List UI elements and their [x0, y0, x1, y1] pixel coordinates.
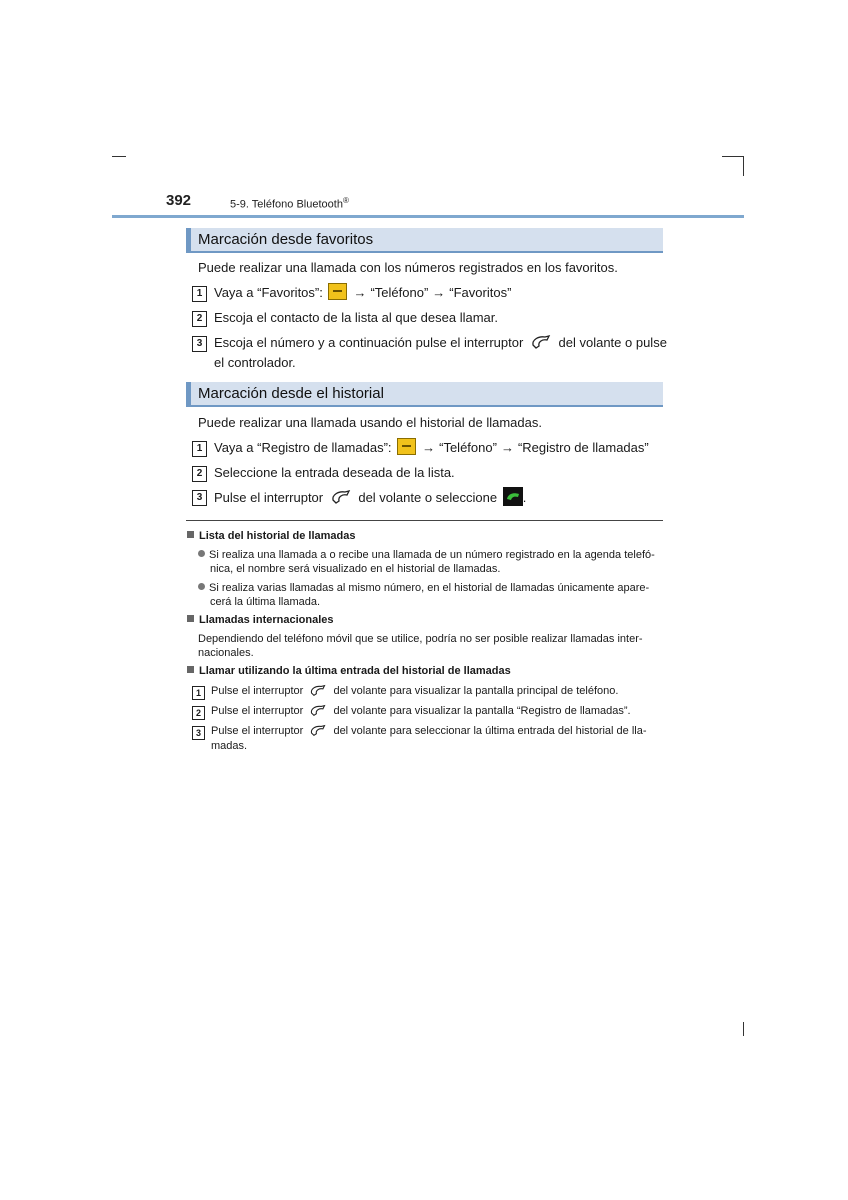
arrow-icon: → [353, 285, 367, 300]
step-text: Seleccione la entrada deseada de la lista. [214, 465, 455, 480]
step-text-part: Escoja el número y a continuación pulse el interruptor [214, 335, 527, 350]
step-text-continued: el controlador. [214, 355, 296, 370]
page-number: 392 [166, 192, 192, 209]
note-step [211, 704, 631, 721]
note-title-text: Llamar utilizando la última entrada del historial de llamadas [199, 665, 511, 677]
note-title [187, 613, 334, 627]
phone-switch-icon [309, 704, 327, 721]
step-text [214, 438, 649, 458]
step-text-part: “Favoritos” [449, 285, 512, 300]
step-text-part: Vaya a “Favoritos”: [214, 285, 327, 300]
crop-mark-top-right-h [722, 156, 744, 157]
note-text: Pulse el interruptor [211, 685, 307, 697]
section-intro: Puede realizar una llamada usando el historial de llamadas. [198, 415, 542, 430]
phone-switch-icon [309, 724, 327, 741]
note-step [211, 724, 647, 741]
step-text-part: “Teléfono” [370, 285, 429, 300]
bullet-icon [198, 583, 205, 590]
menu-button-icon [397, 438, 416, 455]
step-number: 2 [192, 466, 207, 482]
arrow-icon: → [422, 440, 436, 455]
note-step [211, 684, 618, 701]
arrow-icon: → [432, 285, 446, 300]
step-number: 3 [192, 336, 207, 352]
step-number: 1 [192, 286, 207, 302]
divider [186, 520, 663, 521]
note-text-continued: nica, el nombre será visualizado en el historial de llamadas. [210, 563, 501, 575]
phone-switch-icon [330, 489, 352, 511]
note-text: del volante para visualizar la pantalla “Registro de llamadas”. [330, 705, 631, 717]
step-text-part: del volante o pulse [554, 335, 667, 350]
section-title: Marcación desde el historial [198, 385, 384, 402]
step-number: 1 [192, 441, 207, 457]
note-text: del volante para seleccionar la última entrada del historial de lla- [330, 725, 647, 737]
crop-mark-top-right-v [743, 156, 744, 176]
step-text [214, 283, 511, 303]
step-number: 1 [192, 686, 205, 700]
step-text: Escoja el contacto de la lista al que desea llamar. [214, 310, 499, 325]
note-text: del volante para visualizar la pantalla principal de teléfono. [330, 685, 619, 697]
section-intro: Puede realizar una llamada con los números registrados en los favoritos. [198, 260, 618, 275]
note-text: Si realiza una llamada a o recibe una llamada de un número registrado en la agenda telefó- [209, 549, 655, 561]
note-text: Si realiza varias llamadas al mismo número, en el historial de llamadas únicamente apare- [209, 582, 650, 594]
note-title [187, 664, 511, 678]
note-text-continued: madas. [211, 740, 248, 752]
header-rule [112, 215, 744, 218]
section-header-historial [186, 382, 663, 407]
step-number: 3 [192, 490, 207, 506]
crop-mark-bottom-right-v [743, 1022, 744, 1036]
note-text-continued: cerá la última llamada. [210, 596, 321, 608]
chapter-label: 5-9. Teléfono Bluetooth [230, 198, 343, 211]
step-text-part: . [522, 490, 527, 505]
square-bullet-icon [187, 666, 194, 673]
step-text-part: Vaya a “Registro de llamadas”: [214, 440, 396, 455]
chapter-title [230, 196, 349, 211]
phone-switch-icon [309, 684, 327, 701]
section-header-favoritos [186, 228, 663, 253]
note-title-text: Llamadas internacionales [199, 614, 334, 626]
note-text: Pulse el interruptor [211, 725, 307, 737]
call-button-icon [503, 487, 523, 506]
note-text: Pulse el interruptor [211, 705, 307, 717]
registered-mark: ® [342, 196, 349, 205]
step-number: 2 [192, 706, 205, 720]
step-text-part: “Teléfono” [439, 440, 497, 455]
note-text: Dependiendo del teléfono móvil que se utilice, podría no ser posible realizar llamadas inter- [198, 633, 643, 645]
note-title-text: Lista del historial de llamadas [199, 530, 356, 542]
step-text-part: “Registro de llamadas” [517, 440, 649, 455]
note-title [187, 529, 356, 543]
arrow-icon: → [500, 440, 514, 455]
crop-mark-top-left [112, 156, 126, 157]
section-title: Marcación desde favoritos [198, 231, 374, 248]
note-bullet [198, 548, 655, 562]
step-text [214, 487, 526, 511]
step-number: 2 [192, 311, 207, 327]
phone-switch-icon [530, 334, 552, 356]
note-bullet [198, 581, 649, 595]
step-text-part: del volante o seleccione [354, 490, 501, 505]
step-text-part: Pulse el interruptor [214, 490, 327, 505]
square-bullet-icon [187, 615, 194, 622]
menu-button-icon [328, 283, 347, 300]
square-bullet-icon [187, 531, 194, 538]
step-number: 3 [192, 726, 205, 740]
note-text-continued: nacionales. [198, 647, 254, 659]
bullet-icon [198, 550, 205, 557]
